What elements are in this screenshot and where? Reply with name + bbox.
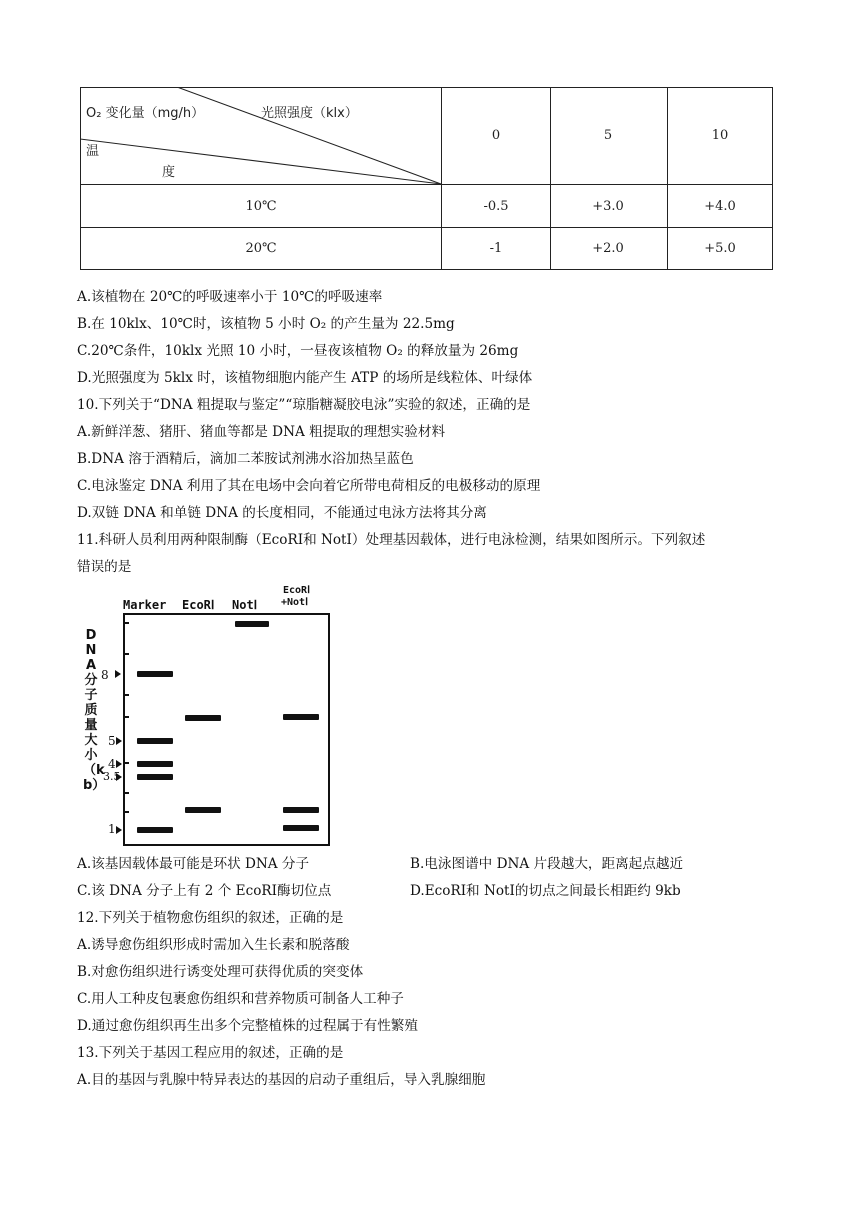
y-arrow-icon: [116, 760, 122, 768]
header-temp-2: 度: [162, 165, 176, 180]
cell-value: +2.0: [592, 241, 624, 256]
y-mark-4: 4: [108, 757, 116, 771]
axis-tick: [123, 762, 129, 764]
q11-stem-cont: 错误的是: [77, 559, 132, 575]
marker-band-8kb: [137, 671, 173, 677]
q10-stem: 10.下列关于“DNA 粗提取与鉴定”“琼脂糖凝胶电泳”实验的叙述，正确的是: [77, 397, 531, 413]
cell-value: -0.5: [483, 199, 509, 214]
q9-option-b: B.在 10klx、10℃时，该植物 5 小时 O₂ 的产生量为 22.5mg: [77, 316, 455, 332]
q11-option-d: D.EcoRⅠ和 NotⅠ的切点之间最长相距约 9kb: [410, 883, 681, 899]
y-arrow-icon: [115, 670, 121, 678]
row-temp-20: 20℃: [245, 241, 277, 256]
y-arrow-icon: [116, 826, 122, 834]
q10-option-a: A.新鲜洋葱、猪肝、猪血等都是 DNA 粗提取的理想实验材料: [77, 424, 446, 440]
q11-option-c: C.该 DNA 分子上有 2 个 EcoRⅠ酶切位点: [77, 883, 332, 899]
cell-value: +3.0: [592, 199, 624, 214]
q13-stem: 13.下列关于基因工程应用的叙述，正确的是: [77, 1045, 344, 1061]
table-border: [772, 87, 773, 270]
axis-tick: [123, 653, 129, 655]
axis-tick: [123, 716, 129, 718]
q11-stem: 11.科研人员利用两种限制酶（EcoRⅠ和 NotⅠ）处理基因载体，进行电泳检测，结果如图所示。下列叙述: [77, 532, 706, 548]
y-mark-1: 1: [108, 822, 116, 836]
axis-tick: [123, 694, 129, 696]
y-arrow-icon: [116, 737, 122, 745]
double-band-small: [283, 825, 319, 831]
header-o2-change: O₂ 变化量（mg/h）: [86, 106, 205, 121]
y-mark-3-5: 3.5: [103, 770, 121, 783]
axis-tick: [123, 811, 129, 813]
light-level-0: 0: [491, 128, 501, 143]
ecori-band-large: [185, 715, 221, 721]
ecori-band-small: [185, 807, 221, 813]
light-level-10: 10: [711, 128, 729, 143]
q13-option-a: A.目的基因与乳腺中特异表达的基因的启动子重组后，导入乳腺细胞: [77, 1072, 486, 1088]
y-mark-5: 5: [108, 734, 116, 748]
q11-option-b: B.电泳图谱中 DNA 片段越大，距离起点越近: [410, 856, 684, 872]
y-axis-title: DNA分子质量大小（kb）: [83, 628, 106, 793]
lane-label-ecori: EcoRⅠ: [182, 598, 215, 612]
q9-option-d: D.光照强度为 5klx 时，该植物细胞内能产生 ATP 的场所是线粒体、叶绿体: [77, 370, 533, 386]
q9-option-a: A.该植物在 20℃的呼吸速率小于 10℃的呼吸速率: [77, 289, 383, 305]
y-mark-8: 8: [101, 668, 109, 682]
axis-tick: [123, 622, 129, 624]
q12-stem: 12.下列关于植物愈伤组织的叙述，正确的是: [77, 910, 344, 926]
table-col-divider: [550, 87, 551, 270]
lane-label-marker: Marker: [123, 598, 167, 612]
noti-band: [235, 621, 269, 627]
marker-band-3-5kb: [137, 774, 173, 780]
lane-label-double-1: EcoRⅠ: [283, 585, 311, 596]
y-arrow-icon: [116, 773, 122, 781]
cell-value: +5.0: [704, 241, 736, 256]
table-col-divider: [667, 87, 668, 270]
marker-band-4kb: [137, 761, 173, 767]
gel-electrophoresis-figure: [78, 582, 338, 848]
q10-option-d: D.双链 DNA 和单链 DNA 的长度相同，不能通过电泳方法将其分离: [77, 505, 487, 521]
lane-label-double-2: +NotⅠ: [281, 597, 309, 608]
cell-value: -1: [489, 241, 503, 256]
q10-option-c: C.电泳鉴定 DNA 利用了其在电场中会向着它所带电荷相反的电极移动的原理: [77, 478, 541, 494]
row-temp-10: 10℃: [245, 199, 277, 214]
double-band-mid: [283, 807, 319, 813]
q10-option-b: B.DNA 溶于酒精后，滴加二苯胺试剂沸水浴加热呈蓝色: [77, 451, 414, 467]
table-border: [80, 269, 773, 270]
marker-band-5kb: [137, 738, 173, 744]
q11-option-a: A.该基因载体最可能是环状 DNA 分子: [77, 856, 310, 872]
header-temp-1: 温: [86, 144, 100, 159]
q12-option-b: B.对愈伤组织进行诱变处理可获得优质的突变体: [77, 964, 364, 980]
q12-option-a: A.诱导愈伤组织形成时需加入生长素和脱落酸: [77, 937, 350, 953]
axis-tick: [123, 792, 129, 794]
header-light-intensity: 光照强度（klx）: [261, 106, 358, 121]
double-band-large: [283, 714, 319, 720]
lane-label-noti: NotⅠ: [232, 598, 258, 612]
cell-value: +4.0: [704, 199, 736, 214]
table-row-divider: [80, 227, 773, 228]
light-level-5: 5: [603, 128, 613, 143]
q9-option-c: C.20℃条件，10klx 光照 10 小时，一昼夜该植物 O₂ 的释放量为 26mg: [77, 343, 519, 359]
q12-option-c: C.用人工种皮包裹愈伤组织和营养物质可制备人工种子: [77, 991, 404, 1007]
data-table: [80, 87, 773, 270]
q12-option-d: D.通过愈伤组织再生出多个完整植株的过程属于有性繁殖: [77, 1018, 418, 1034]
marker-band-1kb: [137, 827, 173, 833]
